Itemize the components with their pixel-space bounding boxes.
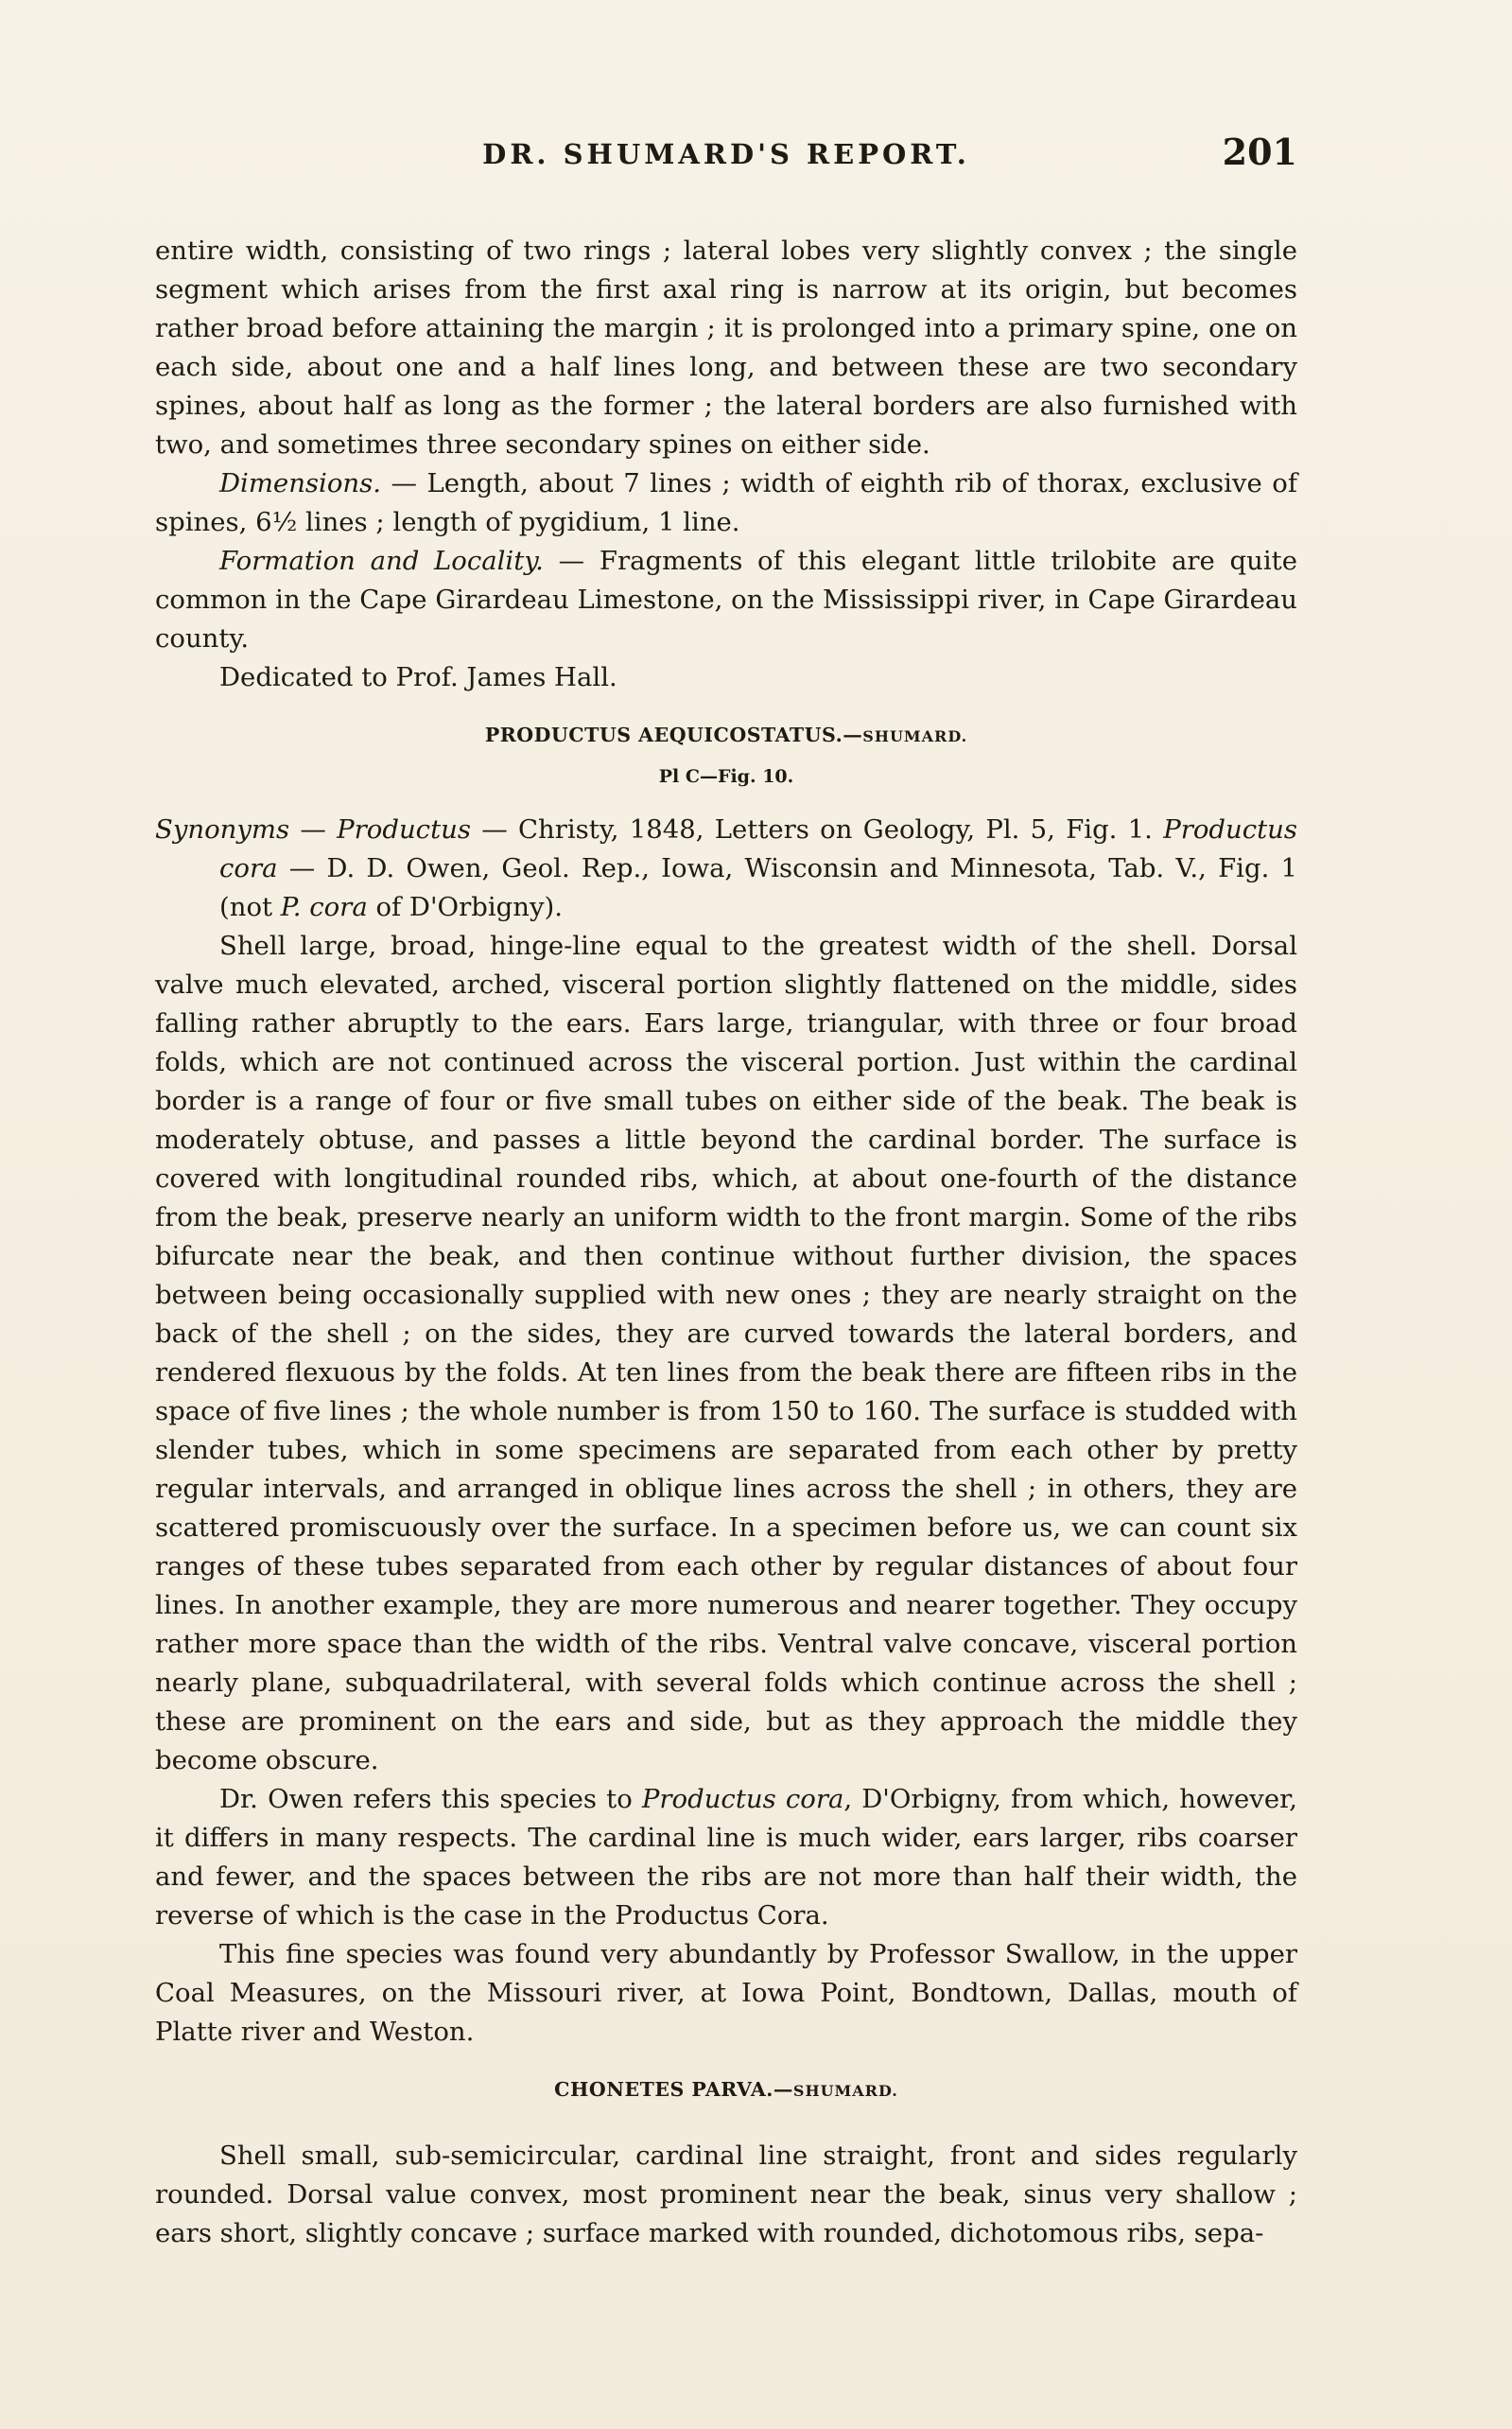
synonyms-label: Synonyms	[155, 814, 290, 845]
paragraph-formation	[155, 542, 1297, 658]
species-name: CHONETES PARVA.—	[554, 2078, 793, 2101]
synonyms-dash: —	[289, 814, 338, 845]
formation-text: — Fragments of this elegant little trilobite are quite common in the Cape Girardeau Limestone, on the Mississippi river, in Cape Girardeau county.	[155, 546, 1297, 654]
paragraph-comparison	[155, 1780, 1297, 1935]
species-heading-productus	[155, 718, 1297, 754]
paragraph-locality	[155, 1935, 1297, 2052]
species-name: PRODUCTUS AEQUICOSTATUS.—	[484, 724, 863, 746]
paragraph-description	[155, 927, 1297, 1780]
formation-label: Formation and Locality.	[219, 546, 544, 576]
page-header	[155, 131, 1297, 178]
paragraph-dedication	[155, 658, 1297, 697]
species-author: SHUMARD.	[792, 2082, 898, 2100]
species-heading-chonetes	[155, 2072, 1297, 2108]
synonym-genus: Productus cora	[219, 814, 1297, 883]
dimensions-label: Dimensions.	[219, 468, 381, 498]
paragraph-synonyms	[155, 811, 1297, 927]
locality-text: This fine species was found very abundantly by Professor Swallow, in the upper Coal Measures, on the Missouri river, at Iowa Point, Bondtown, Dallas, mouth of Platte river and Weston.	[155, 1939, 1297, 2047]
dimensions-text: — Length, about 7 lines ; width of eighth rib of thorax, exclusive of spines, 6½ lines ; length of pygidium, 1 line.	[155, 468, 1297, 537]
paragraph-dimensions	[155, 464, 1297, 542]
comparison-text: Dr. Owen refers this species to	[219, 1784, 642, 1814]
synonym-text: — D. D. Owen, Geol. Rep., Iowa, Wisconsin and Minnesota, Tab. V., Fig. 1 (not	[219, 853, 1297, 922]
synonym-genus: Productus	[337, 814, 471, 845]
synonym-genus: P. cora	[280, 892, 368, 922]
page-number: 201	[1222, 131, 1297, 173]
chonetes-text: Shell small, sub-semicircular, cardinal line straight, front and sides regularly rounded. Dorsal value convex, most prominent near the beak, sinus very shallow ; ears short, slightly concave ; surface marked with rounded, dichotomous ribs, sepa-	[155, 2141, 1297, 2248]
comparison-text: , D'Orbigny, from which, however, it differs in many respects. The cardinal line is much wider, ears larger, ribs coarser and fewer, and the spaces between the ribs are not more than half their width, the reverse of which is the case in the Productus Cora.	[155, 1784, 1297, 1931]
description-text: Shell large, broad, hinge-line equal to the greatest width of the shell. Dorsal valve much elevated, arched, visceral portion slightly flattened on the middle, sides falling rather abruptly to the ears. Ears large, triangular, with three or four broad folds, which are not continued across the visceral portion. Just within the cardinal border is a range of four or five small tubes on either side of the beak. The beak is moderately obtuse, and passes a little beyond the cardinal border. The surface is covered with longitudinal rounded ribs, which, at about one-fourth of the distance from the beak, preserve nearly an uniform width to the front margin. Some of the ribs bifurcate near the beak, and then continue without further division, the spaces between being occasionally supplied with new ones ; they are nearly straight on the back of the shell ; on the sides, they are curved towards the lateral borders, and rendered flexuous by the folds. At ten lines from the beak there are fifteen ribs in the space of five lines ; the whole number is from 150 to 160. The surface is studded with slender tubes, which in some specimens are separated from each other by pretty regular intervals, and arranged in oblique lines across the shell ; in others, they are scattered promiscuously over the surface. In a specimen before us, we can count six ranges of these tubes separated from each other by regular distances of about four lines. In another example, they are more numerous and nearer together. They occupy rather more space than the width of the ribs. Ventral valve concave, visceral portion nearly plane, subquadrilateral, with several folds which continue across the shell ; these are prominent on the ears and side, but as they approach the middle they become obscure.	[155, 931, 1297, 1775]
dedication-text: Dedicated to Prof. James Hall.	[219, 662, 617, 692]
paragraph-chonetes	[155, 2137, 1297, 2253]
running-title: DR. SHUMARD'S REPORT.	[482, 138, 970, 170]
species-author: SHUMARD.	[862, 727, 968, 745]
synonym-text: — Christy, 1848, Letters on Geology, Pl. 5, Fig. 1.	[470, 814, 1164, 845]
body-text	[155, 232, 1297, 2253]
paragraph-continuation	[155, 232, 1297, 464]
plate-reference: Pl C—Fig. 10.	[658, 766, 794, 787]
synonym-text: of D'Orbigny).	[367, 892, 563, 922]
comparison-genus: Productus cora	[641, 1784, 844, 1814]
paragraph-text: entire width, consisting of two rings ; lateral lobes very slightly convex ; the single segment which arises from the first axal ring is narrow at its origin, but becomes rather broad before attaining the margin ; it is prolonged into a primary spine, one on each side, about one and a half lines long, and between these are two secondary spines, about half as long as the former ; the lateral borders are also furnished with two, and sometimes three secondary spines on either side.	[155, 236, 1297, 460]
